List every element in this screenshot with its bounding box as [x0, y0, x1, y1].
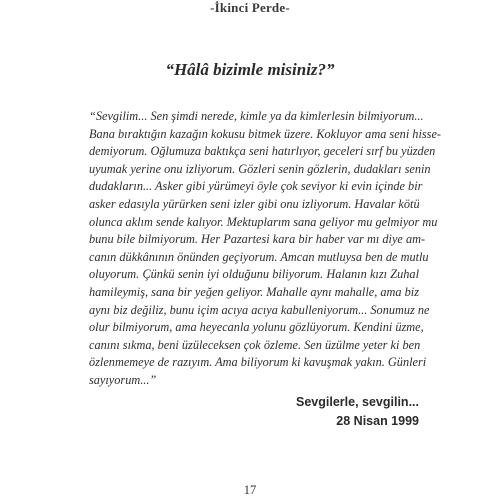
letter-line: aynı biz değiliz, bunu içim acıya acıya kabulleniyorum... Sonumuz ne: [89, 302, 430, 317]
signature-date: 28 Nisan 1999: [336, 414, 419, 428]
letter-line: bunu bile bilmiyorum. Her Pazartesi kara bir haber var mı diye am-: [89, 232, 426, 247]
letter-line: “Sevgilim... Sen şimdi nerede, kimle ya da kimlerlesin bilmiyorum...: [89, 109, 424, 123]
letter-line: asker edasıyla yürürken seni izler gibi onu izliyorum. Havalar kötü: [89, 196, 420, 211]
letter-line: dudakların... Asker gibi yürümeyi öyle çok seviyor ki evin içinde bir: [89, 179, 423, 194]
letter-line: olunca aklım sende kalıyor. Mektuplarım sana geliyor mu gelmiyor mu: [89, 214, 438, 229]
letter-line: olur bilmiyorum, ama heyecanla yolunu gözlüyorum. Kendini üzme,: [89, 320, 424, 335]
letter-line: uyumak yerine onu izliyorum. Gözleri senin gözlerin, dudakları senin: [89, 161, 431, 176]
letter-line: Bana bıraktığın kazağın kokusu bitmek üzere. Kokluyor ama seni hisse-: [89, 126, 441, 141]
letter-line: canın dükkânının önünden geçiyorum. Amcan mutluysa ben de mutlu: [89, 249, 429, 264]
letter-line: canını sıkma, beni üzüleceksen çok özleme. Sen üzülme yeter ki ben: [89, 337, 421, 352]
page-number: 17: [243, 483, 257, 497]
letter-line: hamileymiş, sana bir yeğen geliyor. Mahalle aynı mahalle, ama biz: [89, 284, 419, 299]
letter-line: sayıyorum...”: [89, 372, 157, 387]
letter-line: özlenmemeye de razıyım. Ama biliyorum ki kavuşmak yakın. Günleri: [89, 355, 427, 370]
chapter-title: “Hâlâ bizimle misiniz?”: [165, 60, 335, 79]
letter-line: demiyorum. Oğlumuza baktıkça seni hatırlıyor, geceleri sırf bu yüzden: [89, 144, 436, 159]
letter-body: [89, 108, 441, 390]
signature-closing: Sevgilerle, sevgilin...: [296, 395, 419, 409]
letter-line: oluyorum. Çünkü senin iyi olduğunu biliyorum. Halanın kızı Zuhal: [89, 267, 419, 282]
running-header: -İkinci Perde-: [210, 0, 290, 15]
